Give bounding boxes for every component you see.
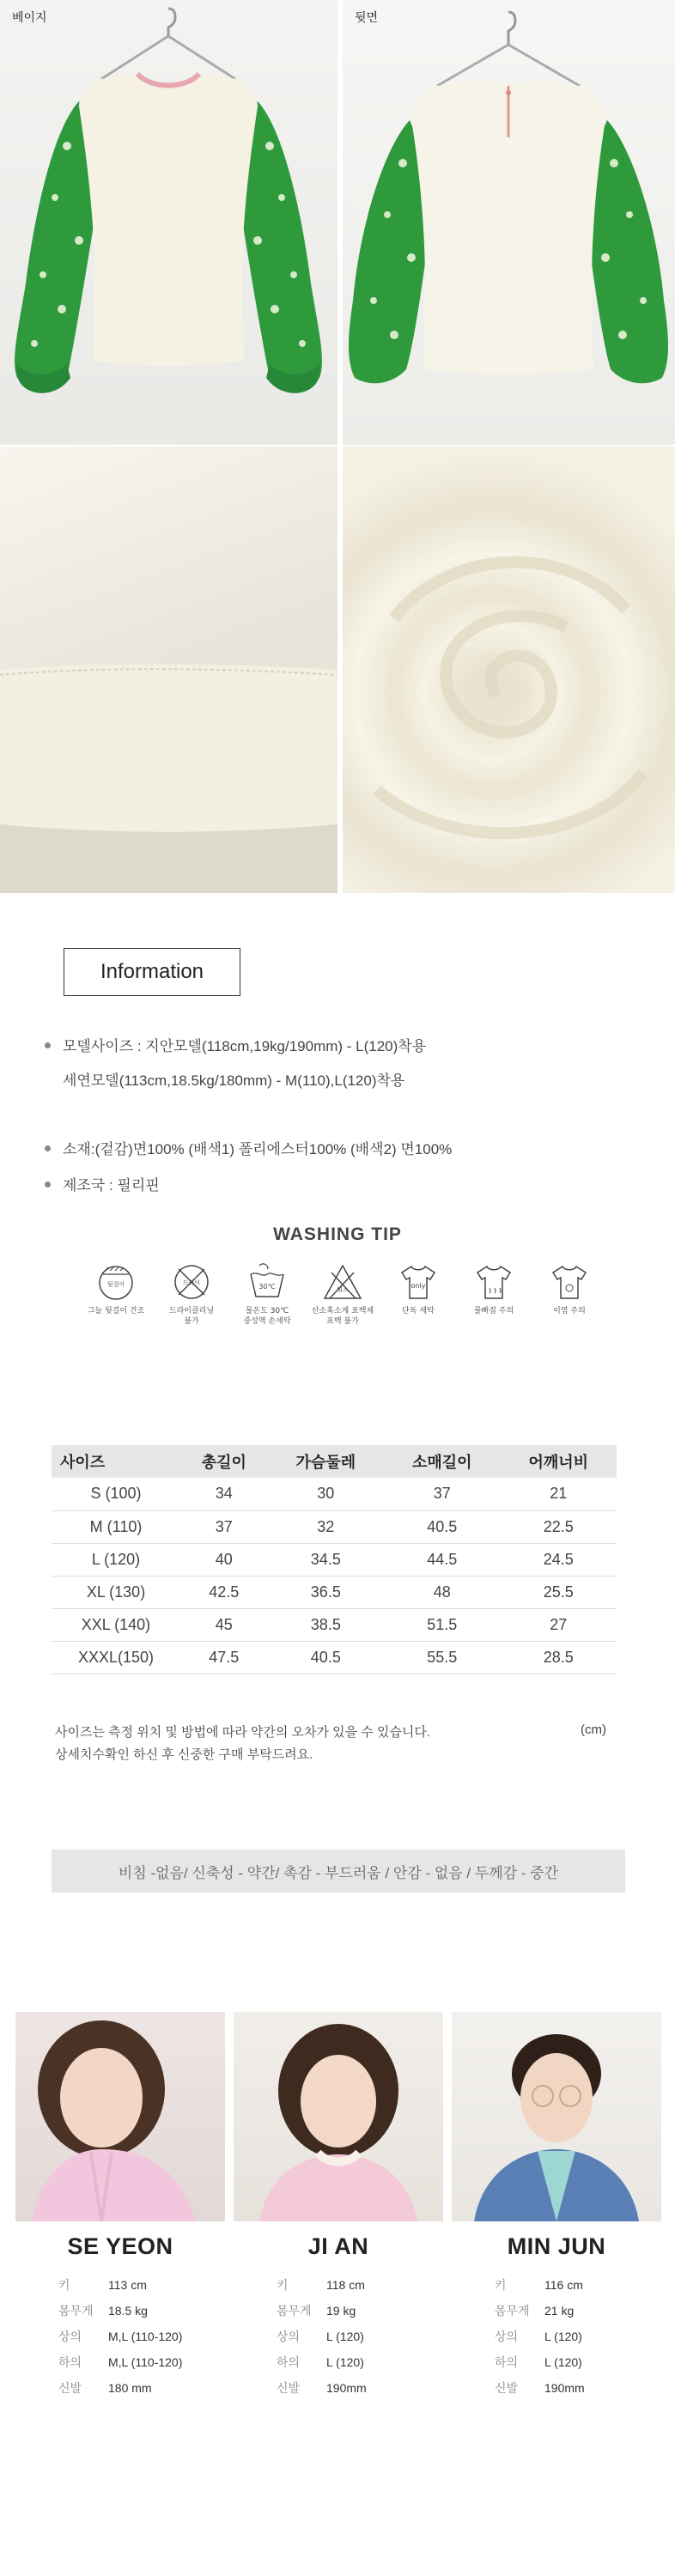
bullet-dot (45, 1182, 51, 1188)
list-item: 신발 180 mm (58, 2381, 152, 2395)
shirt-dye-icon (550, 1262, 589, 1302)
wash-label-6: 물빠짐 주의 (473, 1307, 514, 1315)
size-col-header: 사이즈 (52, 1445, 180, 1478)
table-cell: 40 (180, 1543, 268, 1576)
model-card-ji-an (234, 2012, 443, 2401)
table-cell: 55.5 (384, 1641, 500, 1674)
model-portrait-illustration (234, 2012, 443, 2221)
wash-label-4a: 산소혹소계 표백제 (311, 1307, 374, 1315)
back-photo-tag: 뒷면 (355, 11, 379, 25)
table-row (52, 1543, 617, 1576)
list-item: 몸무게 18.5 kg (58, 2304, 148, 2318)
size-table-header-row (52, 1445, 617, 1478)
shade-dry-icon (96, 1262, 136, 1302)
wash-label-2a: 드라이클리닝 (168, 1307, 215, 1315)
table-row (52, 1576, 617, 1608)
back-garment-illustration (343, 0, 675, 445)
size-table (52, 1445, 617, 1674)
product-photo-grid (0, 0, 675, 893)
fabric-feature-text: 비침 -없음/ 신축성 - 약간/ 촉감 - 부드러움 / 안감 - 없음 / 두께감 - 중간 (118, 1864, 559, 1881)
table-cell: 48 (384, 1576, 500, 1608)
wash-item-no-dry-clean (153, 1262, 230, 1327)
table-cell: 28.5 (501, 1641, 617, 1674)
list-item: 몸무게 21 kg (495, 2304, 575, 2318)
table-cell: 37 (180, 1510, 268, 1543)
table-row (52, 1608, 617, 1641)
size-note-1: 사이즈는 측정 위치 및 방법에 따라 약간의 오차가 있을 수 있습니다. (55, 1725, 431, 1740)
table-cell: 34.5 (268, 1543, 384, 1576)
wash-label-7: 이염 주의 (553, 1307, 586, 1315)
table-cell: 21 (501, 1478, 617, 1510)
model-spec-list (234, 2272, 443, 2401)
fabric-detail-photo-hem (0, 447, 338, 893)
fabric-detail-photo-swirl (343, 447, 675, 893)
model-portrait-illustration (452, 2012, 661, 2221)
bullet-dot (45, 1042, 51, 1048)
chest-col-header: 가슴둘레 (268, 1445, 384, 1478)
table-cell: 22.5 (501, 1510, 617, 1543)
list-item: 하의 L (120) (495, 2355, 582, 2369)
washing-icon-row (77, 1262, 610, 1331)
list-item: 신발 190mm (277, 2381, 367, 2395)
size-note-2: 상세치수확인 하신 후 신중한 구매 부탁드려요. (55, 1747, 313, 1762)
shoulder-col-header: 어깨너비 (501, 1445, 617, 1478)
info-model-size-line-1 (45, 1034, 426, 1055)
size-cell: S (100) (52, 1478, 180, 1510)
washing-tip-title: WASHING TIP (273, 1224, 402, 1244)
wash-label-1: 그늘 뒷걸이 건조 (87, 1307, 145, 1315)
table-cell: 40.5 (268, 1641, 384, 1674)
wash-label-4b: 표백 불가 (326, 1317, 359, 1327)
table-cell: 36.5 (268, 1576, 384, 1608)
shirt-bleed-icon (474, 1262, 514, 1302)
model-size-text-2: 세연모델(113cm,18.5kg/180mm) - M(110),L(120)착용 (63, 1072, 405, 1089)
list-item: 상의 M,L (110-120) (58, 2330, 183, 2343)
list-item: 하의 M,L (110-120) (58, 2355, 183, 2369)
list-item: 상의 L (120) (495, 2330, 582, 2343)
wash-item-wash-separately (380, 1262, 457, 1316)
size-cell: M (110) (52, 1510, 180, 1543)
table-cell: 51.5 (384, 1608, 500, 1641)
info-origin-line (45, 1173, 160, 1194)
size-cell: XL (130) (52, 1576, 180, 1608)
hand-wash-icon (247, 1262, 287, 1302)
information-title-box (64, 948, 240, 996)
front-photo-tag: 베이지 (12, 11, 47, 25)
information-title: Information (100, 960, 204, 983)
shirt-only-icon (398, 1262, 438, 1302)
sleeve-col-header: 소매길이 (384, 1445, 500, 1478)
no-dry-clean-icon (172, 1262, 211, 1302)
fabric-swirl-illustration (343, 447, 675, 893)
size-cell: L (120) (52, 1543, 180, 1576)
table-cell: 30 (268, 1478, 384, 1510)
info-model-size-line-2 (63, 1068, 404, 1090)
model-spec-list (15, 2272, 225, 2401)
wash-item-no-bleach (304, 1262, 381, 1327)
list-item: 키 116 cm (495, 2278, 583, 2292)
wash-label-3b: 중성액 손세탁 (243, 1317, 291, 1327)
wash-item-dye-transfer (531, 1262, 608, 1316)
wash-label-2b: 불가 (184, 1317, 199, 1327)
table-cell: 37 (384, 1478, 500, 1510)
svg-text:염소: 염소 (337, 1286, 349, 1293)
table-row (52, 1641, 617, 1674)
list-item: 키 118 cm (277, 2278, 365, 2292)
front-garment-illustration (0, 0, 338, 445)
wash-label-3a: 물온도 30℃ (245, 1307, 289, 1315)
table-cell: 47.5 (180, 1641, 268, 1674)
model-size-text-1: 모델사이즈 : 지안모델(118cm,19kg/190mm) - L(120)착용 (63, 1038, 427, 1054)
table-cell: 32 (268, 1510, 384, 1543)
table-cell: 38.5 (268, 1608, 384, 1641)
length-col-header: 총길이 (180, 1445, 268, 1478)
product-photo-back (343, 0, 675, 445)
no-bleach-icon (323, 1262, 362, 1302)
table-cell: 25.5 (501, 1576, 617, 1608)
model-name: MIN JUN (507, 2233, 606, 2259)
table-cell: 42.5 (180, 1576, 268, 1608)
model-portrait-illustration (15, 2012, 225, 2221)
size-unit-label: (cm) (581, 1722, 606, 1737)
model-photo-se-yeon (15, 2012, 225, 2221)
wash-item-hand-wash (228, 1262, 306, 1327)
model-photo-ji-an (234, 2012, 443, 2221)
svg-text:only: only (410, 1282, 426, 1290)
model-photo-min-jun (452, 2012, 661, 2221)
table-row (52, 1478, 617, 1510)
list-item: 하의 L (120) (277, 2355, 364, 2369)
model-spec-list (452, 2272, 661, 2401)
material-text: 소재:(겉감)면100% (배색1) 폴리에스터100% (배색2) 면100% (63, 1141, 453, 1157)
table-row (52, 1510, 617, 1543)
wash-item-color-bleed (455, 1262, 532, 1316)
wash-label-5: 단독 세탁 (402, 1307, 435, 1315)
size-cell: XXL (140) (52, 1608, 180, 1641)
table-cell: 40.5 (384, 1510, 500, 1543)
bullet-dot (45, 1145, 51, 1151)
list-item: 신발 190mm (495, 2381, 585, 2395)
table-cell: 27 (501, 1608, 617, 1641)
model-card-se-yeon (15, 2012, 225, 2401)
table-cell: 24.5 (501, 1543, 617, 1576)
wash-item-shade-dry (77, 1262, 155, 1316)
product-photo-front (0, 0, 338, 445)
svg-text:30℃: 30℃ (258, 1283, 276, 1291)
model-name: JI AN (307, 2233, 369, 2259)
table-cell: 34 (180, 1478, 268, 1510)
table-cell: 44.5 (384, 1543, 500, 1576)
model-card-min-jun (452, 2012, 661, 2401)
list-item: 몸무게 19 kg (277, 2304, 356, 2318)
list-item: 키 113 cm (58, 2278, 147, 2292)
table-cell: 45 (180, 1608, 268, 1641)
svg-text:드라이: 드라이 (182, 1279, 201, 1286)
size-cell: XXXL(150) (52, 1641, 180, 1674)
fabric-hem-illustration (0, 447, 338, 893)
info-material-line (45, 1137, 452, 1158)
svg-text:뒷걸이: 뒷걸이 (106, 1281, 125, 1288)
origin-text: 제조국 : 필리핀 (63, 1177, 160, 1194)
model-name: SE YEON (67, 2233, 173, 2259)
fabric-feature-bar (52, 1850, 625, 1893)
list-item: 상의 L (120) (277, 2330, 364, 2343)
